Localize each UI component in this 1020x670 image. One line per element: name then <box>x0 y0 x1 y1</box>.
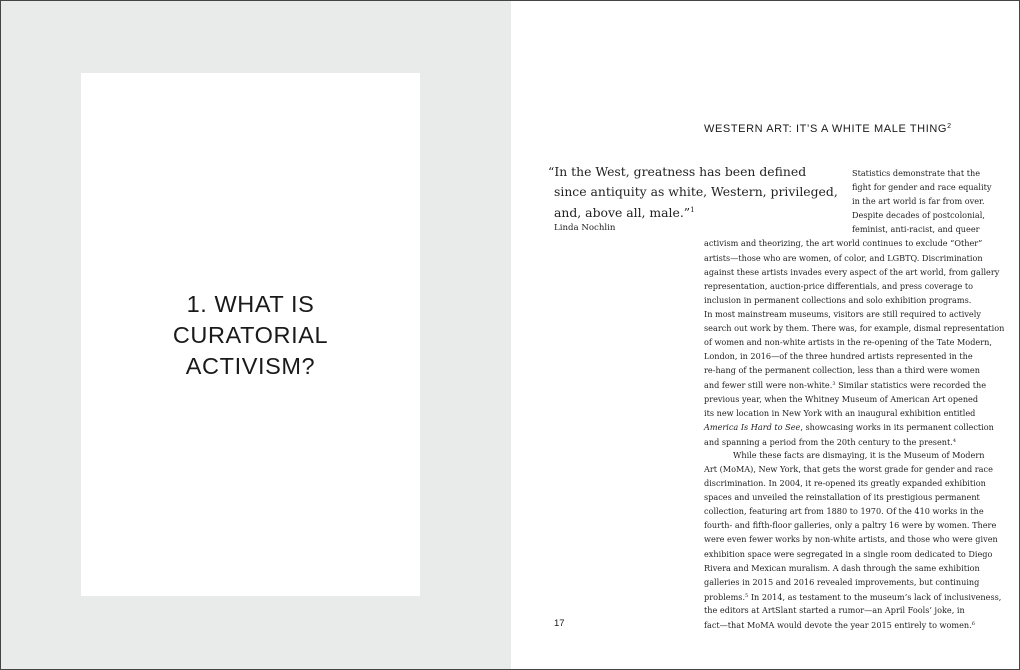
body-line-text: representation, auction-price differentials, and press coverage to <box>704 280 973 291</box>
quote-attribution: Linda Nochlin <box>554 223 616 233</box>
footnote-marker: 2 <box>947 123 951 130</box>
body-line-text: Statistics demonstrate that the <box>852 168 981 178</box>
body-line <box>704 208 996 222</box>
body-text <box>704 166 1005 631</box>
body-line <box>704 532 996 546</box>
body-line-text: feminist, anti-racist, and queer <box>852 224 980 235</box>
body-line-text: inclusion in permanent collections and solo exhibition programs. <box>704 294 972 305</box>
body-line <box>704 448 996 462</box>
footnote-marker: 6 <box>971 621 975 627</box>
body-line-text: in the art world is far from over. <box>852 196 985 207</box>
body-line-text: discrimination. In 2004, it re-opened its greatly expanded exhibition <box>704 478 986 489</box>
body-line <box>704 236 996 250</box>
body-line <box>704 279 996 293</box>
body-line <box>704 547 996 561</box>
section-heading <box>704 123 951 135</box>
body-line <box>704 251 996 265</box>
body-line <box>704 180 996 194</box>
body-line-text: problems. <box>704 591 746 602</box>
body-line-text: In 2014, as testament to the museum’s lack of inclusiveness, <box>748 591 1002 602</box>
body-line-text: Despite decades of postcolonial, <box>852 210 985 221</box>
body-line-text: re-hang of the permanent collection, less than a third were women <box>704 365 980 376</box>
body-line-text: were even fewer works by non-white artists, and those who were given <box>704 534 998 545</box>
body-line <box>704 392 996 406</box>
body-line-text: America Is Hard to See <box>704 421 801 432</box>
body-line <box>704 603 996 617</box>
body-line-text: artists—those who are women, of color, and LGBTQ. Discrimination <box>704 252 983 263</box>
body-line-text: of women and non-white artists in the re-opening of the Tate Modern, <box>704 337 992 348</box>
body-line-text: Rivera and Mexican muralism. A dash through the same exhibition <box>704 562 980 573</box>
section-heading-text: WESTERN ART: IT’S A WHITE MALE THING <box>704 123 948 135</box>
body-line <box>704 420 996 434</box>
body-line <box>704 434 996 448</box>
body-line-text: previous year, when the Whitney Museum of American Art opened <box>704 393 979 404</box>
body-line <box>704 166 996 180</box>
body-line-text: fourth- and fifth-floor galleries, only a paltry 16 were by women. There <box>704 520 997 531</box>
body-line <box>704 265 1000 279</box>
footnote-marker: 1 <box>690 206 695 214</box>
body-line-text: Similar statistics were recorded the <box>835 380 987 391</box>
body-line <box>704 222 996 236</box>
body-line <box>704 377 996 391</box>
body-line-text: and fewer still were non-white. <box>704 380 833 391</box>
footnote-marker: 4 <box>952 437 957 444</box>
body-line-text: spaces and unveiled the reinstallation of its prestigious permanent <box>704 492 980 503</box>
body-line-text: London, in 2016—of the three hundred artists represented in the <box>704 351 973 362</box>
pull-quote-line: since antiquity as white, Western, privileged, <box>554 183 838 199</box>
body-line <box>704 589 1002 603</box>
body-line <box>704 307 996 321</box>
body-line-text: collection, featuring art from 1880 to 1970. Of the 410 works in the <box>704 506 984 517</box>
body-line-text: the editors at ArtSlant started a rumor—an April Fools’ joke, in <box>704 604 965 615</box>
body-line-text: search out work by them. There was, for example, dismal representation <box>704 323 1005 334</box>
body-line <box>704 476 996 490</box>
body-line-text: exhibition space were segregated in a single room dedicated to Diego <box>704 548 993 559</box>
pull-quote-line: “In the West, greatness has been defined <box>548 164 807 179</box>
body-line-text: activism and theorizing, the art world continues to exclude “Other” <box>704 238 983 249</box>
body-line-text: against these artists invades every aspect of the art world, from gallery <box>704 266 1000 277</box>
body-line-text: Art (MoMA), New York, that gets the worst grade for gender and race <box>704 463 993 474</box>
body-line <box>704 194 996 208</box>
body-line <box>704 504 996 518</box>
body-line-text: its new location in New York with an inaugural exhibition entitled <box>704 407 976 418</box>
page-number: 17 <box>554 618 565 629</box>
body-line-text: fact—that MoMA would devote the year 2015 entirely to women. <box>704 620 972 630</box>
body-line <box>704 321 1005 335</box>
footnote-marker: 3 <box>832 381 836 388</box>
body-line-text: fight for gender and race equality <box>852 182 992 193</box>
body-line <box>704 349 996 363</box>
body-line <box>704 406 996 420</box>
body-line-text: and spanning a period from the 20th century to the present. <box>704 436 953 447</box>
body-line <box>704 617 996 631</box>
body-line-text: , showcasing works in its permanent collection <box>800 421 994 432</box>
body-line <box>704 293 996 307</box>
chapter-title: 1. WHAT IS CURATORIAL ACTIVISM? <box>172 291 329 379</box>
footnote-marker: 5 <box>745 592 749 599</box>
body-line <box>704 518 996 532</box>
body-line <box>704 490 996 504</box>
body-line-text: galleries in 2015 and 2016 revealed improvements, but continuing <box>704 576 980 587</box>
body-line <box>704 363 996 377</box>
body-line-text: While these facts are dismaying, it is the Museum of Modern <box>733 449 985 460</box>
body-line <box>704 561 996 575</box>
body-line <box>704 462 996 476</box>
body-line-text: In most mainstream museums, visitors are still required to actively <box>704 308 981 319</box>
body-line <box>704 575 996 589</box>
body-line <box>704 335 996 349</box>
pull-quote-line: and, above all, male.” <box>554 205 691 220</box>
